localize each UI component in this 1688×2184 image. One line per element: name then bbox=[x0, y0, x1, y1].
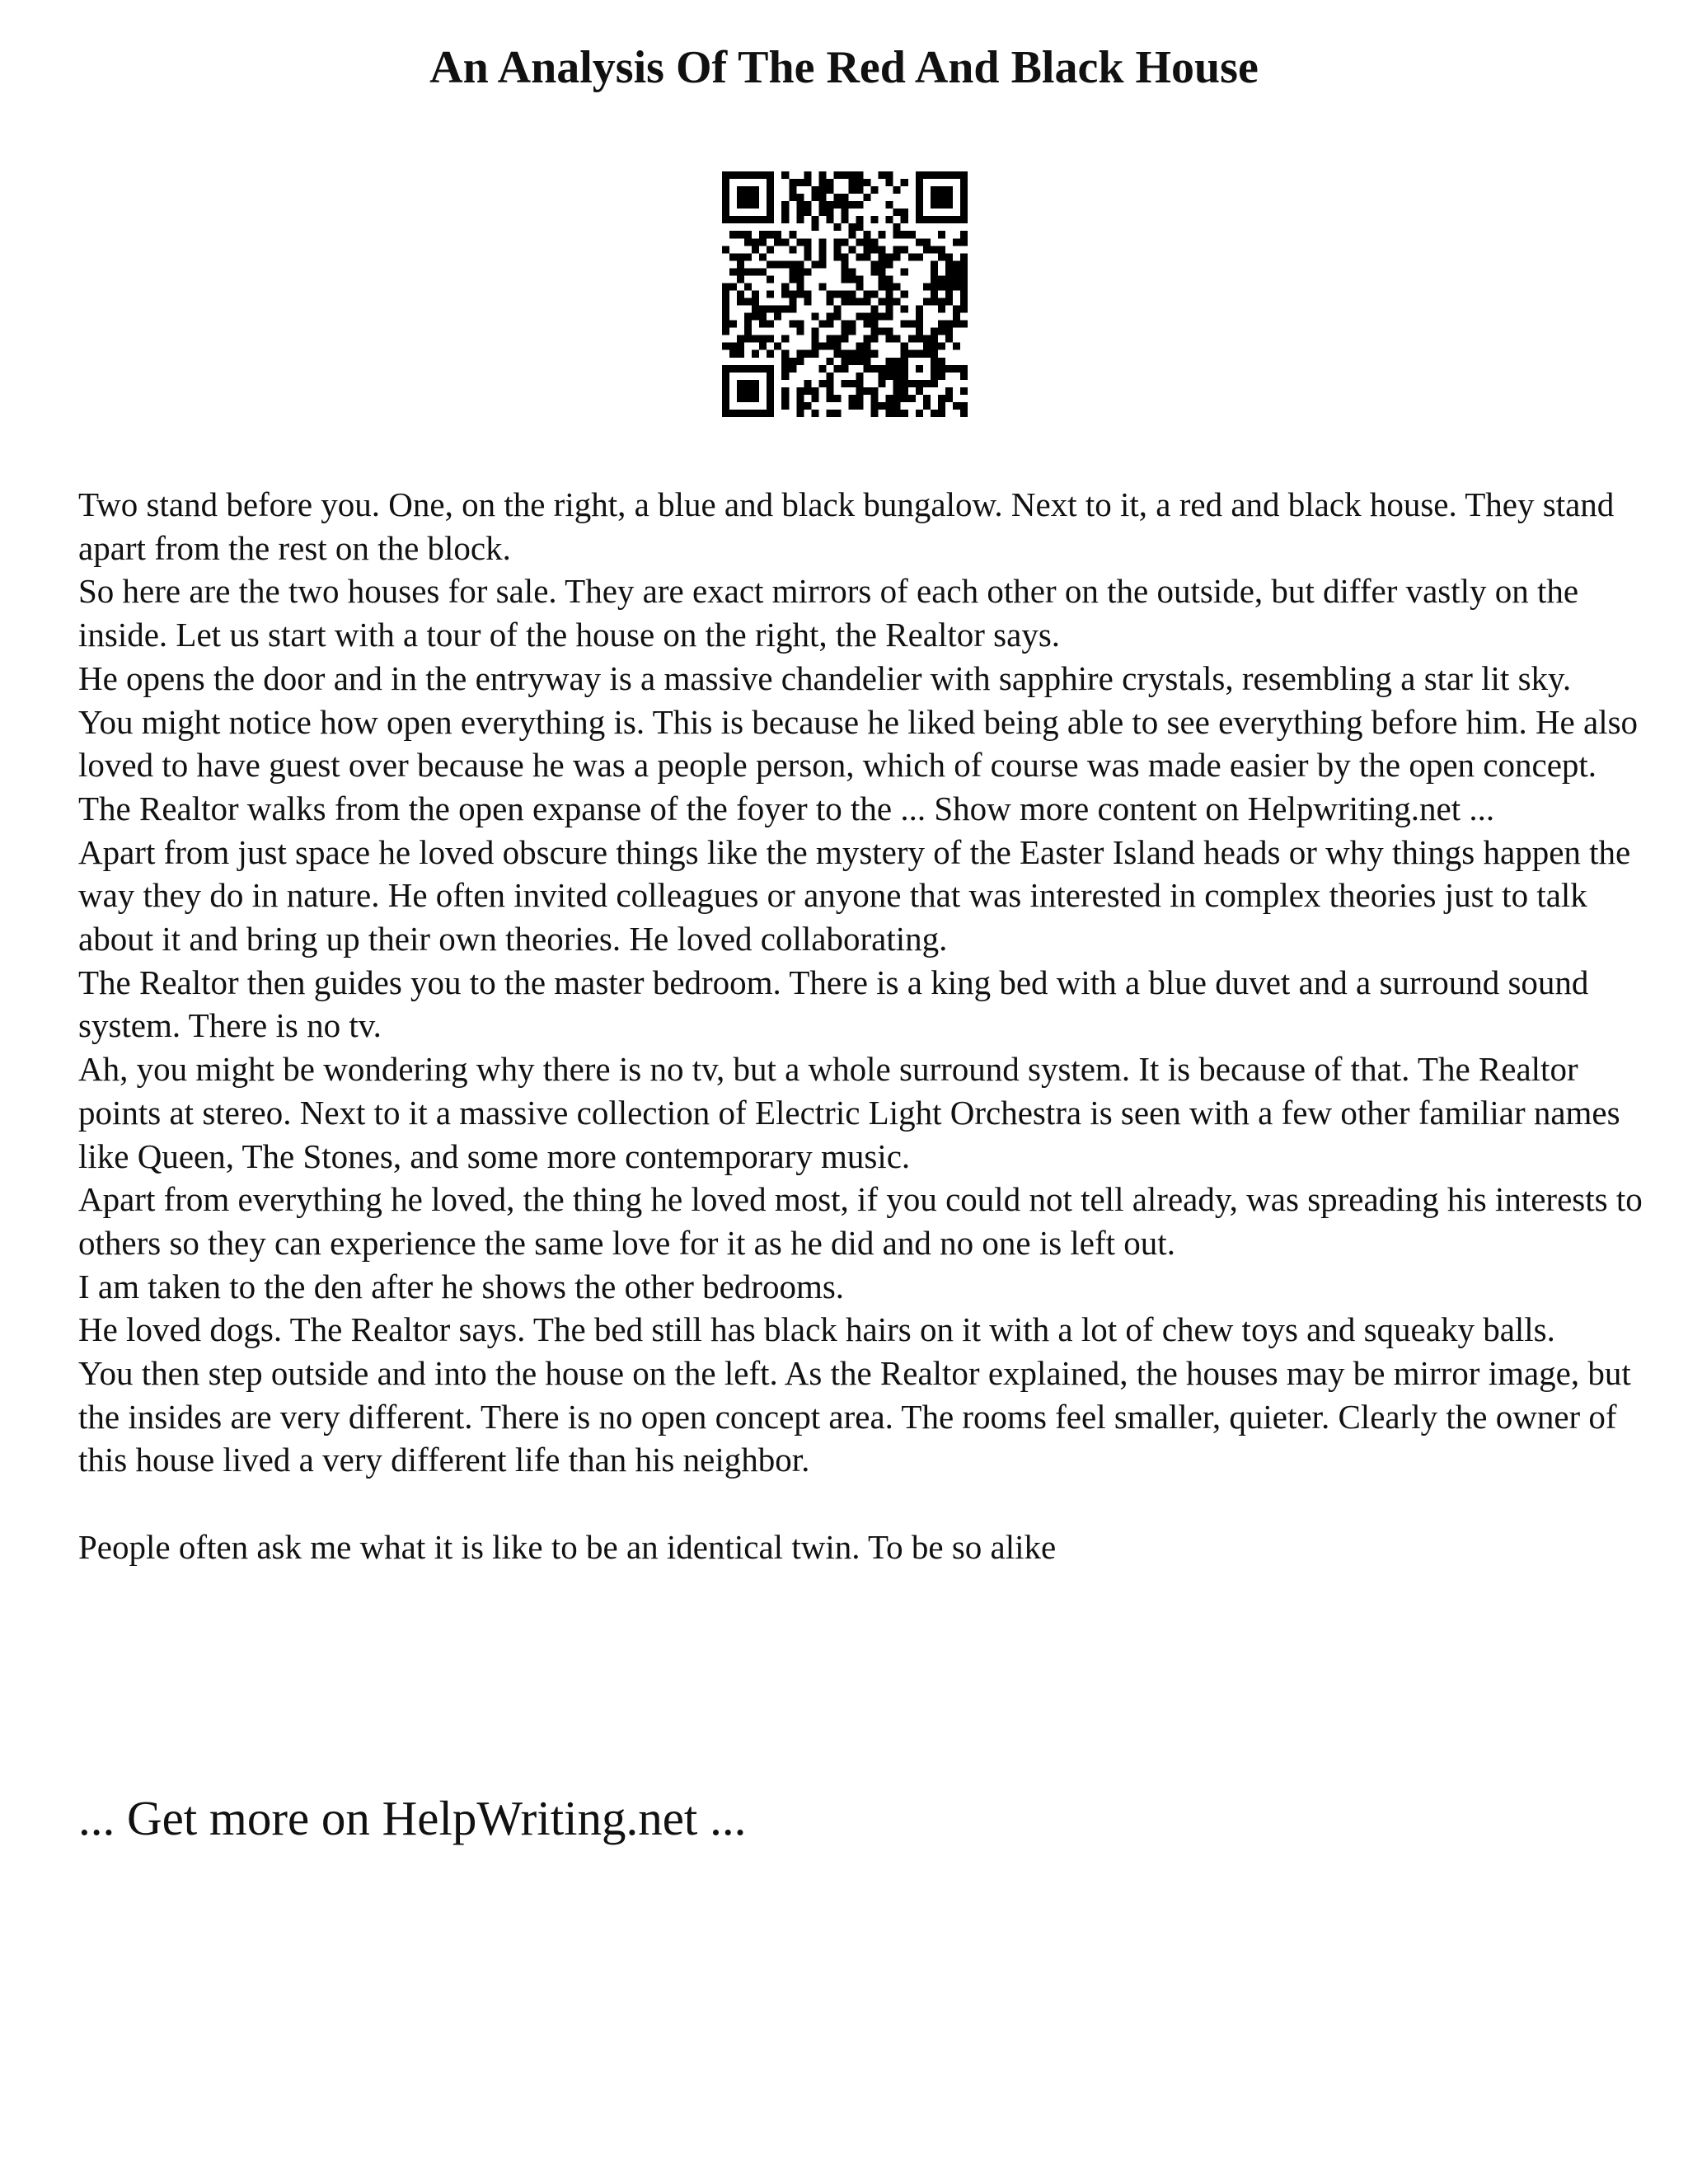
paragraph: I am taken to the den after he shows the other bedrooms. bbox=[78, 1267, 845, 1305]
page-title: An Analysis Of The Red And Black House bbox=[429, 42, 1259, 93]
paragraph: You might notice how open everything is. This is because he liked being able to see everything before him. He also loved to have guest over because he was a people person, which of course was made easier by the open concept. bbox=[78, 702, 1639, 785]
paragraph: He loved dogs. The Realtor says. The bed still has black hairs on it with a lot of chew toys and squeaky balls. bbox=[78, 1310, 1555, 1349]
paragraph: Apart from just space he loved obscure things like the mystery of the Easter Island heads or why things happen the way they do in nature. He often invited colleagues or anyone that was interested in complex theories just to talk about it and bring up their own theories. He loved collaborating. bbox=[78, 832, 1631, 958]
paragraph-spacer bbox=[78, 1482, 1644, 1526]
paragraph: The Realtor then guides you to the master bedroom. There is a king bed with a blue duvet and a surround sound system. There is no tv. bbox=[78, 963, 1589, 1045]
qr-code-icon[interactable] bbox=[722, 171, 968, 417]
paragraph: So here are the two houses for sale. They are exact mirrors of each other on the outside, but differ vastly on the inside. Let us start with a tour of the house on the right, the Realtor says. bbox=[78, 572, 1579, 654]
paragraph: The Realtor walks from the open expanse of the foyer to the ... Show more content on Helpwriting.net ... bbox=[78, 789, 1495, 827]
paragraph: Ah, you might be wondering why there is no tv, but a whole surround system. It is because of that. The Realtor points at stereo. Next to it a massive collection of Electric Light Orchestra is seen with a few other familiar names like Queen, The Stones, and some more contemporary music. bbox=[78, 1050, 1620, 1175]
article-body bbox=[78, 483, 1644, 1569]
paragraph: Apart from everything he loved, the thing he loved most, if you could not tell already, was spreading his interests to others so they can experience the same love for it as he did and no one is left out. bbox=[78, 1180, 1643, 1262]
closing-paragraph: People often ask me what it is like to be an identical twin. To be so alike bbox=[78, 1527, 1057, 1566]
get-more-link[interactable]: ... Get more on HelpWriting.net ... bbox=[78, 1791, 747, 1845]
paragraph: Two stand before you. One, on the right, a blue and black bungalow. Next to it, a red and black house. They stand apart from the rest on the block. bbox=[78, 485, 1615, 567]
paragraph: You then step outside and into the house on the left. As the Realtor explained, the houses may be mirror image, but the insides are very different. There is no open concept area. The rooms feel smaller, quieter. Clearly the owner of this house lived a very different life than his neighbor. bbox=[78, 1354, 1631, 1479]
paragraph: He opens the door and in the entryway is a massive chandelier with sapphire crystals, resembling a star lit sky. bbox=[78, 658, 1572, 697]
